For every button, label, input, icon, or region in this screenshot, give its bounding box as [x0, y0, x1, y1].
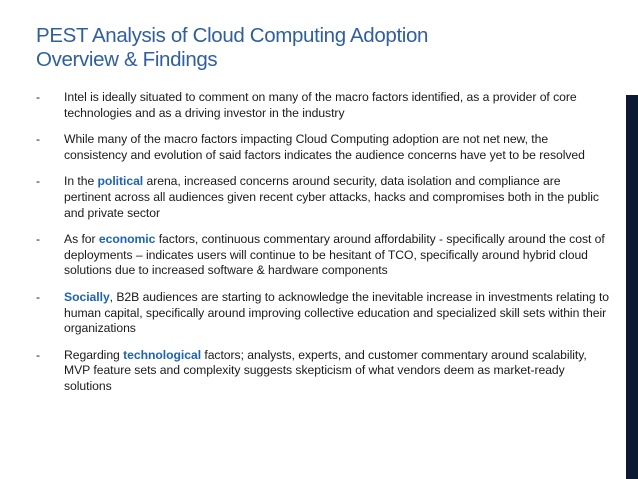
bullet-dash: - — [36, 174, 41, 189]
bullet-text-post: factors; analysts, experts, and customer commentary around scalability, MVP feature sets and complexity suggests skepticism of what vendors deem as market-ready solutions — [64, 347, 587, 393]
bullet-highlight-political: political — [97, 174, 144, 189]
slide-title — [36, 24, 596, 72]
bullet-text: As for — [64, 232, 99, 247]
bullet-dash: - — [36, 289, 41, 304]
bullet-item — [36, 174, 610, 221]
bullet-dash: - — [36, 232, 41, 247]
right-accent-bar — [626, 95, 638, 479]
slide-title-line-1: PEST Analysis of Cloud Computing Adoption — [36, 24, 429, 47]
bullet-item — [36, 232, 610, 279]
bullet-item — [36, 348, 610, 395]
bullet-text: Intel is ideally situated to comment on many of the macro factors identified, as a provider of core technologies and as a driving investor in the industry — [64, 90, 577, 120]
bullet-dash: - — [36, 347, 41, 362]
bullet-item — [36, 90, 610, 121]
bullet-text: While many of the macro factors impacting Cloud Computing adoption are not net new, the consistency and evolution of said factors indicates the audience concerns have yet to be resolved — [64, 132, 585, 162]
bullet-item — [36, 132, 610, 163]
bullet-highlight-technological: technological — [123, 347, 202, 362]
slide-title-line-2: Overview & Findings — [36, 48, 218, 71]
bullet-highlight-socially: Socially — [64, 289, 110, 304]
bullet-text-post: factors, continuous commentary around affordability - specifically around the cost of deployments – indicates users will continue to be hesitant of TCO, specifically around hybrid cloud solutions due to increased software & hardware components — [64, 232, 605, 278]
bullet-text: In the — [64, 174, 98, 189]
bullet-text: Regarding — [64, 347, 124, 362]
bullet-list — [36, 90, 610, 406]
bullet-text-post: , B2B audiences are starting to acknowledge the inevitable increase in investments relating to human capital, specifically around improving collective education and specialized skill sets within their organizations — [64, 289, 610, 336]
bullet-item — [36, 290, 610, 337]
bullet-dash: - — [36, 132, 41, 147]
bullet-text-post: arena, increased concerns around security, data isolation and compliance are pertinent across all audiences given recent cyber attacks, hacks and compromises both in the public and private sector — [64, 174, 599, 220]
bullet-highlight-economic: economic — [98, 232, 156, 247]
bullet-dash: - — [36, 90, 41, 104]
